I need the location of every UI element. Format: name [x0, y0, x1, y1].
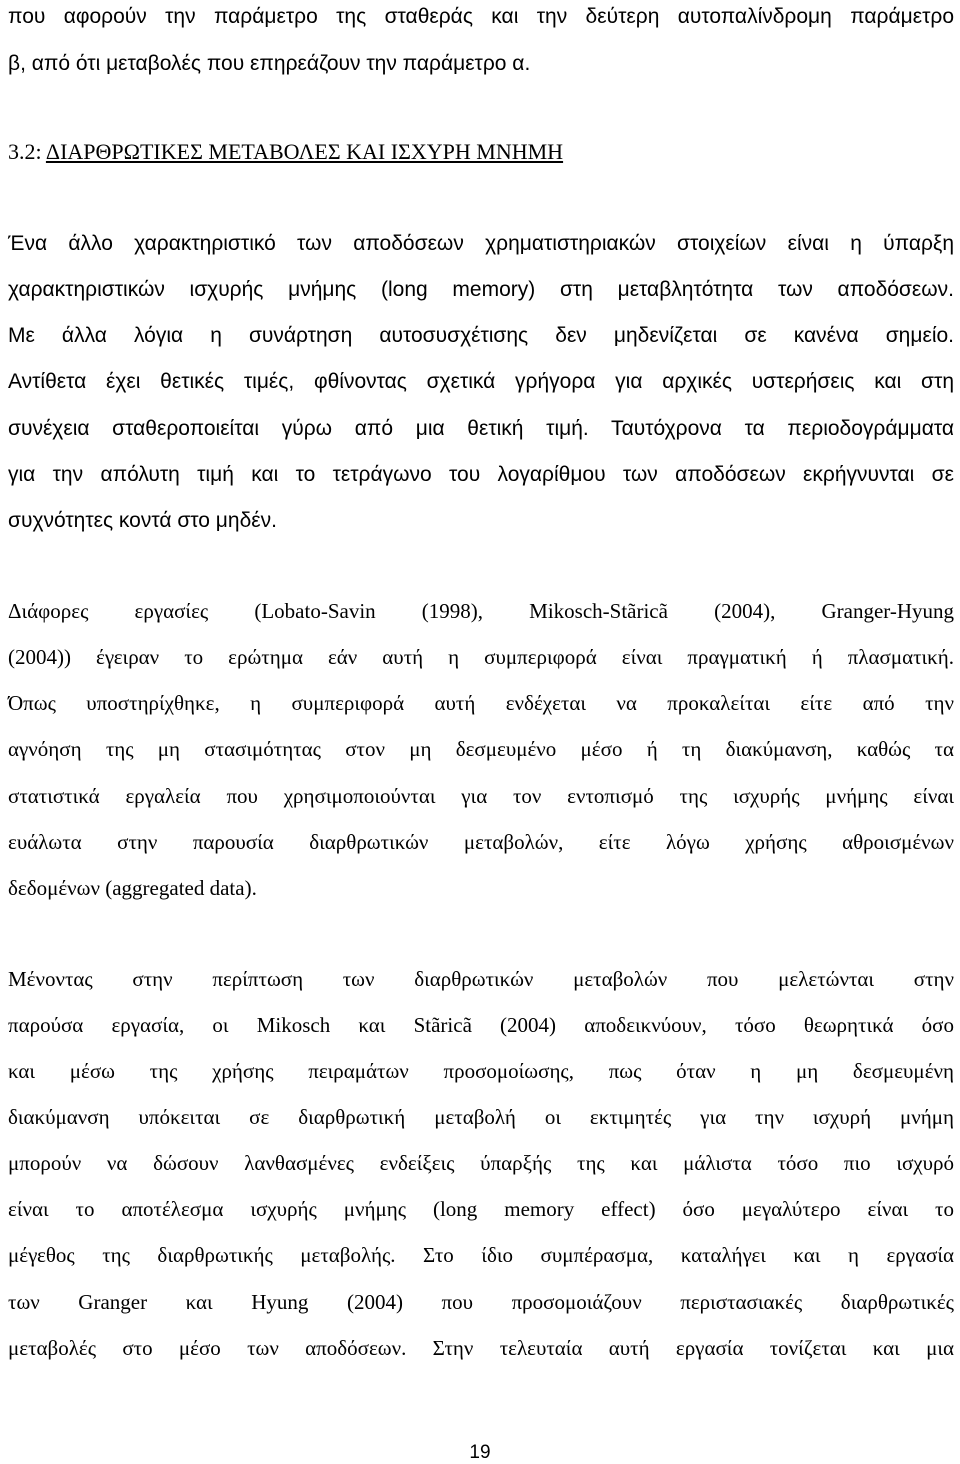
text-line: Με άλλα λόγια η συνάρτηση αυτοσυσχέτισης δεν μηδενίζεται σε κανένα σημείο. — [8, 324, 954, 347]
text-line: που αφορούν την παράμετρο της σταθεράς και την δεύτερη αυτοπαλίνδρομη παράμετρο — [8, 5, 954, 28]
text-line: δεδομένων (aggregated data). — [8, 876, 257, 900]
text-line: διακύμανση υπόκειται σε διαρθρωτική μεταβολή οι εκτιμητές για την ισχυρή μνήμη — [8, 1105, 954, 1129]
text-line: μεταβολές στο μέσο των αποδόσεων. Στην τελευταία αυτή εργασία τονίζεται και μια — [8, 1336, 954, 1360]
text-line: μέγεθος της διαρθρωτικής μεταβολής. Στο ίδιο συμπέρασμα, καταλήγει και η εργασία — [8, 1243, 954, 1267]
text-line: (2004)) έγειραν το ερώτημα εάν αυτή η συμπεριφορά είναι πραγματική ή πλασματική. — [8, 645, 954, 669]
section-title: ΔΙΑΡΘΡΩΤΙΚΕΣ ΜΕΤΑΒΟΛΕΣ ΚΑΙ ΙΣΧΥΡΗ ΜΝΗΜΗ — [45, 139, 564, 164]
text-line: Μένοντας στην περίπτωση των διαρθρωτικών μεταβολών που μελετώνται στην — [8, 967, 954, 991]
text-line: Διάφορες εργασίες (Lobato-Savin (1998), Mikosch-Stãricã (2004), Granger-Hyung — [8, 599, 954, 623]
text-line: και μέσω της χρήσης πειραμάτων προσομοίωσης, πως όταν η μη δεσμευμένη — [8, 1059, 954, 1083]
text-line: για την απόλυτη τιμή και το τετράγωνο του λογαρίθμου των αποδόσεων εκρήγνυνται σε — [8, 463, 954, 486]
text-line: Όπως υποστηρίχθηκε, η συμπεριφορά αυτή ενδέχεται να προκαλείται είτε από την — [8, 691, 954, 715]
text-line: αγνόηση της μη στασιμότητας στον μη δεσμευμένο μέσο ή τη διακύμανση, καθώς τα — [8, 737, 954, 761]
text-line: Ένα άλλο χαρακτηριστικό των αποδόσεων χρηματιστηριακών στοιχείων είναι η ύπαρξη — [8, 232, 954, 255]
text-line: β, από ότι μεταβολές που επηρεάζουν την παράμετρο α. — [8, 52, 531, 75]
text-line: συνέχεια σταθεροποιείται γύρω από μια θετική τιμή. Ταυτόχρονα τα περιοδογράμματα — [8, 417, 954, 440]
section-number: 3.2: — [8, 139, 42, 164]
section-heading — [8, 138, 954, 166]
text-line: συχνότητες κοντά στο μηδέν. — [8, 509, 277, 532]
text-line: είναι το αποτέλεσμα ισχυρής μνήμης (long memory effect) όσο μεγαλύτερο είναι το — [8, 1197, 954, 1221]
text-line: ευάλωτα στην παρουσία διαρθρωτικών μεταβολών, είτε λόγω χρήσης αθροισμένων — [8, 830, 954, 854]
text-line: μπορούν να δώσουν λανθασμένες ενδείξεις ύπαρξής της και μάλιστα τόσο πιο ισχυρό — [8, 1151, 954, 1175]
text-line: Αντίθετα έχει θετικές τιμές, φθίνοντας σχετικά γρήγορα για αρχικές υστερήσεις και στη — [8, 370, 954, 393]
text-line: των Granger και Hyung (2004) που προσομοιάζουν περιστασιακές διαρθρωτικές — [8, 1290, 954, 1314]
text-line: χαρακτηριστικών ισχυρής μνήμης (long memory) στη μεταβλητότητα των αποδόσεων. — [8, 278, 954, 301]
text-line: στατιστικά εργαλεία που χρησιμοποιούνται για τον εντοπισμό της ισχυρής μνήμης είναι — [8, 784, 954, 808]
text-line: παρούσα εργασία, οι Mikosch και Stãricã (2004) αποδεικνύουν, τόσο θεωρητικά όσο — [8, 1013, 954, 1037]
page-number: 19 — [469, 1442, 491, 1463]
